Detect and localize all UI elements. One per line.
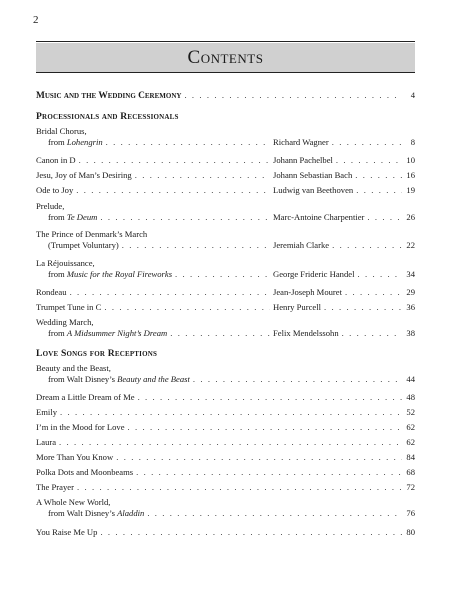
entry-title: Trumpet Tune in C — [36, 302, 102, 312]
page-ref: 48 — [406, 392, 415, 402]
page-ref: 4 — [410, 90, 415, 100]
leader-dots — [135, 170, 270, 181]
leader-dots — [324, 302, 402, 313]
page-ref: 68 — [406, 467, 415, 477]
leader-dots — [175, 269, 270, 280]
leader-dots — [122, 240, 270, 251]
entry-subtitle: from Music for the Royal Fireworks — [48, 269, 173, 279]
leader-dots — [345, 287, 402, 298]
leader-dots — [79, 155, 270, 166]
leader-dots — [128, 422, 402, 433]
entry-title: Canon in D — [36, 155, 76, 165]
page-ref: 38 — [406, 328, 415, 338]
entry-title: A Whole New World, — [36, 497, 111, 507]
leader-dots — [336, 155, 402, 166]
entry-title: More Than You Know — [36, 452, 114, 462]
toc-entry[interactable] — [36, 287, 415, 298]
page-ref: 52 — [406, 407, 415, 417]
page-ref: 36 — [406, 302, 415, 312]
toc-entry[interactable] — [36, 126, 415, 148]
entry-subtitle: from A Midsummer Night’s Dream — [48, 328, 168, 338]
toc-entry-ceremony[interactable] — [36, 90, 415, 102]
page-ref: 62 — [406, 422, 415, 432]
entry-title: Polka Dots and Moonbeams — [36, 467, 134, 477]
leader-dots — [367, 212, 402, 223]
leader-dots — [332, 240, 402, 251]
entry-subtitle: (Trumpet Voluntary) — [48, 240, 119, 250]
leader-dots — [357, 269, 402, 280]
page-ref: 22 — [406, 240, 415, 250]
toc-entry[interactable] — [36, 422, 415, 433]
entry-subtitle: from Walt Disney’s Beauty and the Beast — [48, 374, 190, 384]
entry-title: Dream a Little Dream of Me — [36, 392, 135, 402]
page-ref: 8 — [410, 137, 415, 147]
leader-dots — [59, 437, 402, 448]
page-ref: 29 — [406, 287, 415, 297]
entry-subtitle: from Te Deum — [48, 212, 98, 222]
leader-dots — [106, 137, 270, 148]
toc-entry[interactable] — [36, 467, 415, 478]
page-ref: 84 — [406, 452, 415, 462]
toc-entry[interactable] — [36, 407, 415, 418]
page-ref: 76 — [406, 508, 415, 518]
leader-dots — [342, 328, 402, 339]
title-rule-top — [36, 41, 415, 42]
leader-dots — [116, 452, 402, 463]
leader-dots — [356, 185, 402, 196]
toc-entry[interactable] — [36, 482, 415, 493]
section-heading-processionals: Processionals and Recessionals — [36, 111, 179, 122]
entry-title: Jesu, Joy of Man’s Desiring — [36, 170, 132, 180]
toc-entry[interactable] — [36, 258, 415, 280]
toc-entry[interactable] — [36, 452, 415, 463]
page-ref: 72 — [406, 482, 415, 492]
toc-entry[interactable] — [36, 437, 415, 448]
entry-title: Wedding March, — [36, 317, 94, 327]
composer: Johann Sebastian Bach — [273, 170, 353, 180]
leader-dots — [60, 407, 402, 418]
toc-entry[interactable] — [36, 302, 415, 313]
entry-title: I’m in the Mood for Love — [36, 422, 125, 432]
leader-dots — [70, 287, 270, 298]
composer: George Frideric Handel — [273, 269, 355, 279]
page-title: Contents — [187, 47, 264, 68]
leader-dots — [77, 482, 402, 493]
page-ref: 10 — [406, 155, 415, 165]
leader-dots — [76, 185, 270, 196]
leader-dots — [184, 90, 402, 101]
composer: Ludwig van Beethoven — [273, 185, 354, 195]
entry-title: Laura — [36, 437, 57, 447]
entry-title: Beauty and the Beast, — [36, 363, 111, 373]
entry-title: Music and the Wedding Ceremony — [36, 91, 182, 101]
entry-subtitle: from Lohengrin — [48, 137, 103, 147]
composer: Jean-Joseph Mouret — [273, 287, 342, 297]
toc-entry[interactable] — [36, 497, 415, 519]
page-ref: 26 — [406, 212, 415, 222]
page-ref: 34 — [406, 269, 415, 279]
entry-title: Rondeau — [36, 287, 67, 297]
toc-entry[interactable] — [36, 170, 415, 181]
entry-title: Ode to Joy — [36, 185, 74, 195]
page-ref: 62 — [406, 437, 415, 447]
page-ref: 19 — [406, 185, 415, 195]
entry-title: Prelude, — [36, 201, 65, 211]
page-ref: 16 — [406, 170, 415, 180]
toc-entry[interactable] — [36, 392, 415, 403]
page-ref: 44 — [406, 374, 415, 384]
entry-subtitle: from Walt Disney’s Aladdin — [48, 508, 145, 518]
composer: Jeremiah Clarke — [273, 240, 330, 250]
composer: Felix Mendelssohn — [273, 328, 339, 338]
page-number: 2 — [33, 14, 39, 26]
entry-title: La Réjouissance, — [36, 258, 95, 268]
composer: Richard Wagner — [273, 137, 329, 147]
entry-title: The Prince of Denmark’s March — [36, 229, 148, 239]
leader-dots — [100, 527, 402, 538]
entry-title: Bridal Chorus, — [36, 126, 87, 136]
toc-entry[interactable] — [36, 185, 415, 196]
toc-entry[interactable] — [36, 317, 415, 339]
toc-entry[interactable] — [36, 155, 415, 166]
page-ref: 80 — [406, 527, 415, 537]
leader-dots — [138, 392, 402, 403]
entry-title: You Raise Me Up — [36, 527, 98, 537]
leader-dots — [100, 212, 270, 223]
entry-title: The Prayer — [36, 482, 74, 492]
leader-dots — [147, 508, 402, 519]
leader-dots — [355, 170, 402, 181]
title-rule-bottom — [36, 72, 415, 73]
leader-dots — [136, 467, 402, 478]
toc-entry[interactable] — [36, 229, 415, 251]
toc-entry[interactable] — [36, 527, 415, 538]
composer: Henry Purcell — [273, 302, 321, 312]
leader-dots — [170, 328, 270, 339]
composer: Johann Pachelbel — [273, 155, 333, 165]
leader-dots — [104, 302, 270, 313]
entry-title: Emily — [36, 407, 58, 417]
toc-entry[interactable] — [36, 363, 415, 385]
section-heading-love-songs: Love Songs for Receptions — [36, 348, 158, 359]
leader-dots — [193, 374, 402, 385]
toc-entry[interactable] — [36, 201, 415, 223]
leader-dots — [332, 137, 402, 148]
composer: Marc-Antoine Charpentier — [273, 212, 365, 222]
